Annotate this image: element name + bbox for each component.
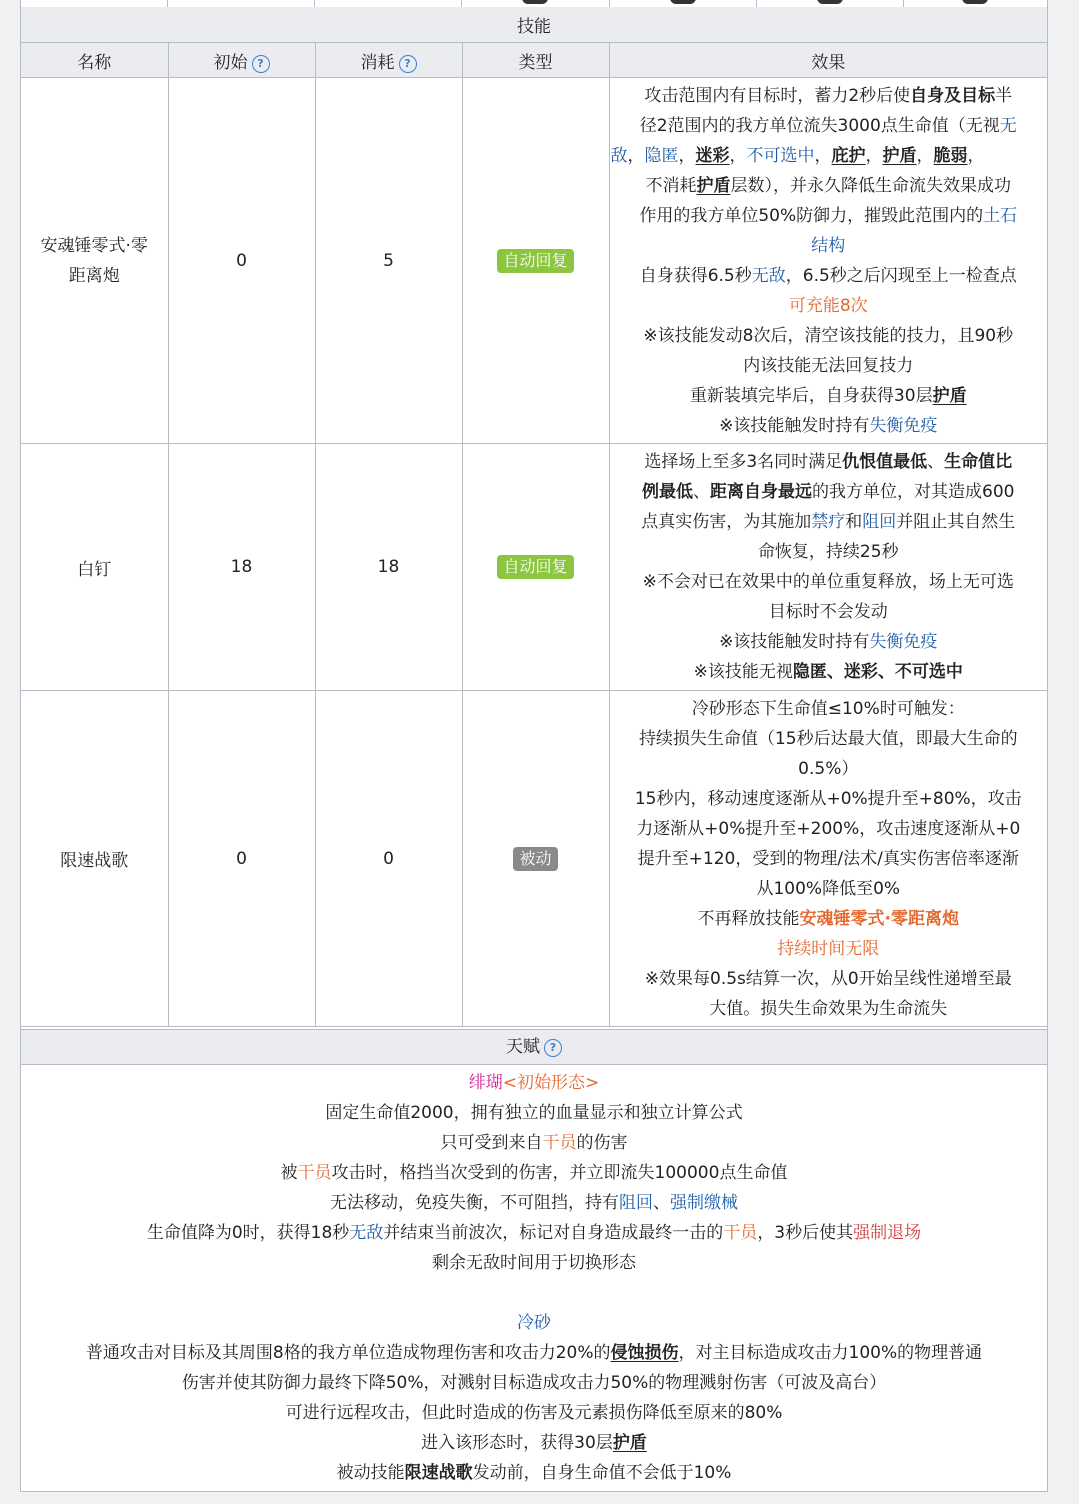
term-link[interactable]: 护盾 bbox=[882, 145, 917, 166]
term-link[interactable]: 无 bbox=[999, 115, 1017, 136]
term-link[interactable]: 侵蚀损伤 bbox=[610, 1343, 679, 1363]
column-header-name: 名称 bbox=[21, 43, 168, 78]
skill-effect: 冷砂形态下生命值≤10%时可触发： 持续损失生命值（15秒后达最大值，即最大生命的 0.5%） 15秒内，移动速度逐渐从+0%提升至+80%，攻击 力逐渐从+0%提升至+200%，攻击速度逐渐从+0 提升至+120，受到的物理/法术/真实伤害倍率逐渐 从100%降低至0% 不再释放技能安魂锤零式·零距离炮 持续时间无限 ※效果每0.5s结算一次，从0开始呈线性递增至最 大值。损失生命效果为生命流失 bbox=[609, 691, 1047, 1027]
help-icon[interactable]: ? bbox=[252, 55, 270, 73]
term-link[interactable]: 失衡免疫 bbox=[869, 415, 938, 436]
auto-recovery-tag: 自动回复 bbox=[497, 249, 573, 273]
term-link[interactable]: 结构 bbox=[811, 235, 846, 256]
skill-initial: 18 bbox=[168, 444, 315, 691]
term-link[interactable]: 强制缴械 bbox=[670, 1193, 738, 1213]
column-header-effect: 效果 bbox=[609, 43, 1047, 78]
talent-section-title: 天赋 ? bbox=[21, 1029, 1047, 1065]
help-icon[interactable]: ? bbox=[399, 55, 417, 73]
skill-effect: 攻击范围内有目标时，蓄力2秒后使自身及目标半 径2范围内的我方单位流失3000点生命值（无视无 敌，隐匿，迷彩，不可选中，庇护，护盾，脆弱， 不消耗护盾层数），并永久降低生命流失效果成功 作用的我方单位50%防御力，摧毁此范围内的土石 结构 自身获得6.5秒无敌，6.5秒之后闪现至上一检查点 可充能8次 ※该技能发动8次后，清空该技能的技力，且90秒 内该技能无法回复技力 重新装填完毕后，自身获得30层护盾 ※该技能触发时持有失衡免疫 bbox=[609, 78, 1047, 444]
term-link[interactable]: 庇护 bbox=[831, 145, 866, 166]
term-link[interactable]: 禁疗 bbox=[811, 512, 846, 532]
term-link[interactable]: 不可选中 bbox=[746, 145, 815, 166]
skills-table bbox=[21, 7, 1047, 1027]
term-link[interactable]: 隐匿 bbox=[644, 145, 679, 166]
skill-initial: 0 bbox=[168, 78, 315, 444]
auto-recovery-tag: 自动回复 bbox=[497, 555, 573, 579]
skill-cost: 0 bbox=[315, 691, 462, 1027]
term-link[interactable]: 敌 bbox=[610, 145, 628, 166]
term-link[interactable]: 脆弱 bbox=[933, 145, 968, 166]
skill-name: 安魂锤零式·零 距离炮 bbox=[21, 78, 168, 444]
skill-effect: 选择场上至多3名同时满足仇恨值最低、生命值比 例最低、距离自身最远的我方单位，对其造成600 点真实伤害，为其施加禁疗和阻回并阻止其自然生 命恢复，持续25秒 ※不会对已在效果中的单位重复释放，场上无可选 目标时不会发动 ※该技能触发时持有失衡免疫 ※该技能无视隐匿、迷彩、不可选中 bbox=[609, 444, 1047, 691]
talent-content: 绯瑚<初始形态> 固定生命值2000，拥有独立的血量显示和独立计算公式 只可受到来自干员的伤害 被干员攻击时，格挡当次受到的伤害，并立即流失100000点生命值 无法移动，免疫失衡，不可阻挡，持有阻回、强制缴械 生命值降为0时，获得18秒无敌并结束当前波次，标记对自身造成最终一击的干员，3秒后使其强制退场 剩余无敌时间用于切换形态 冷砂 普通攻击对目标及其周围8格的我方单位造成物理伤害和攻击力20%的侵蚀损伤，对主目标造成攻击力100%的物理普通 伤害并使其防御力最终下降50%，对溅射目标造成攻击力50%的物理溅射伤害（可波及高台） 可进行远程攻击，但此时造成的伤害及元素损伤降低至原来的80% 进入该形态时，获得30层护盾 被动技能限速战歌发动前，自身生命值不会低于10% bbox=[21, 1068, 1047, 1488]
term-link[interactable]: 无敌 bbox=[349, 1223, 384, 1243]
help-icon[interactable]: ? bbox=[544, 1039, 562, 1057]
skill-cost: 18 bbox=[315, 444, 462, 691]
term-link[interactable]: 护盾 bbox=[612, 1433, 647, 1453]
skill-initial: 0 bbox=[168, 691, 315, 1027]
form-title: 冷砂 bbox=[517, 1313, 551, 1333]
term-link[interactable]: 失衡免疫 bbox=[869, 632, 938, 652]
term-link[interactable]: 阻回 bbox=[619, 1193, 653, 1213]
skill-type bbox=[462, 691, 609, 1027]
table-row bbox=[21, 78, 1047, 444]
skill-name: 限速战歌 bbox=[21, 691, 168, 1027]
form-title: 绯瑚<初始形态> bbox=[468, 1073, 600, 1093]
passive-tag: 被动 bbox=[513, 847, 557, 871]
column-header-cost: 消耗 ? bbox=[315, 43, 462, 78]
term-link[interactable]: 护盾 bbox=[696, 175, 731, 196]
skill-name: 白钉 bbox=[21, 444, 168, 691]
term-link[interactable]: 迷彩 bbox=[695, 145, 730, 166]
term-link[interactable]: 护盾 bbox=[932, 385, 967, 406]
skill-type bbox=[462, 444, 609, 691]
term-link[interactable]: 无敌 bbox=[751, 265, 786, 286]
column-header-initial: 初始 ? bbox=[168, 43, 315, 78]
skill-type bbox=[462, 78, 609, 444]
table-row bbox=[21, 691, 1047, 1027]
table-row bbox=[21, 444, 1047, 691]
skill-cost: 5 bbox=[315, 78, 462, 444]
column-header-type: 类型 bbox=[462, 43, 609, 78]
term-link[interactable]: 阻回 bbox=[862, 512, 897, 532]
character-data-card bbox=[20, 0, 1048, 1492]
skills-section-title: 技能 bbox=[21, 7, 1047, 43]
term-link[interactable]: 土石 bbox=[983, 205, 1018, 226]
